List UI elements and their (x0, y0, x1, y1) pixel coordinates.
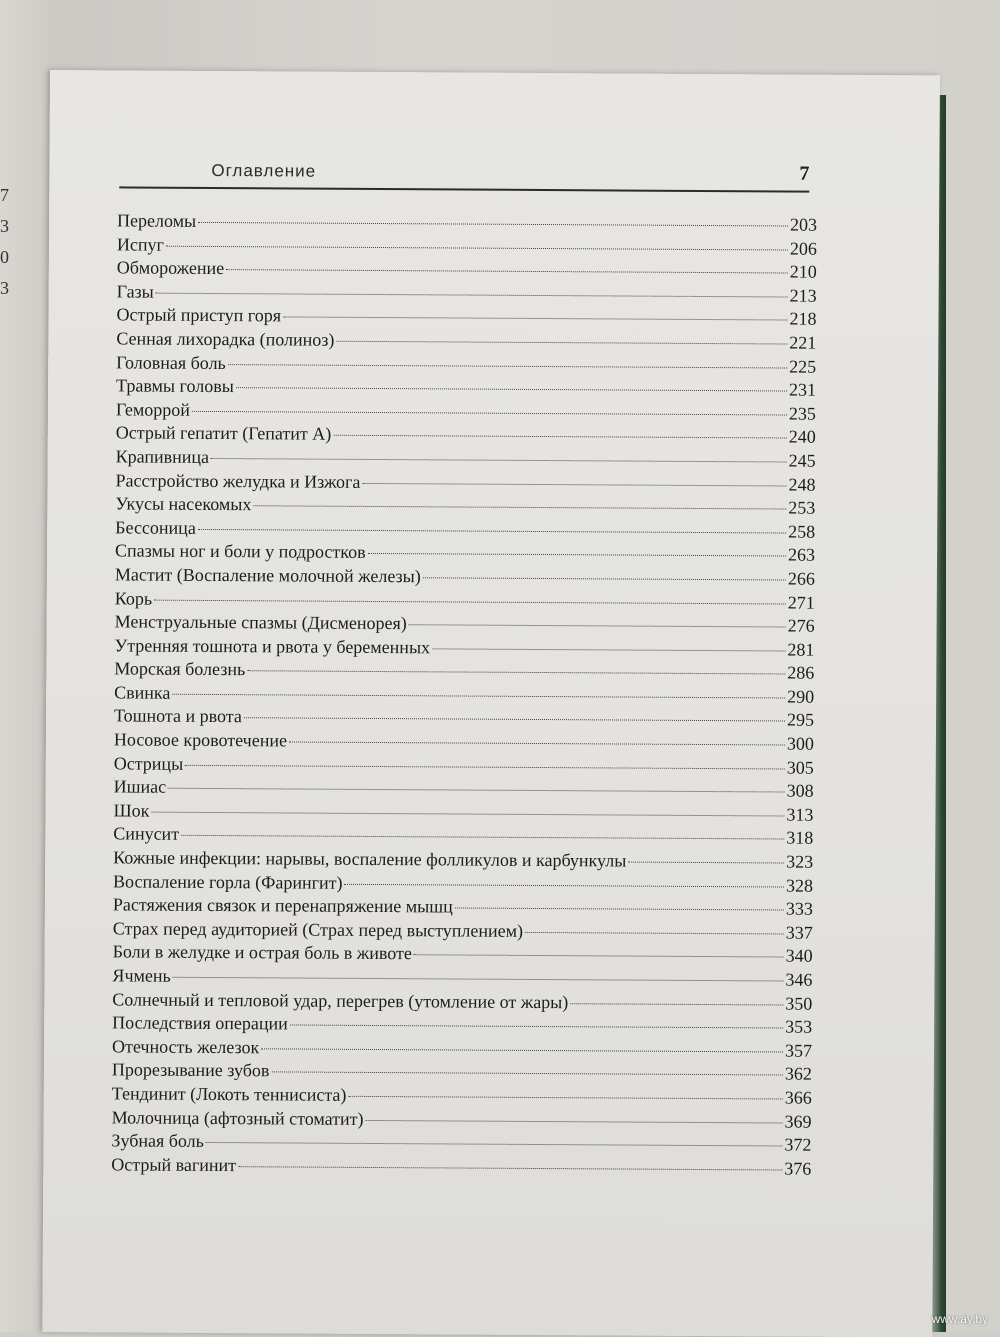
toc-entry-title: Обморожение (116, 257, 225, 279)
toc-entry-page: 231 (788, 379, 817, 400)
toc-entry-page: 305 (786, 757, 814, 778)
toc-entry-title: Последствия операции (112, 1012, 288, 1034)
toc-entry (111, 1154, 811, 1182)
toc-leader-dots (336, 341, 787, 345)
toc-leader-dots (290, 1025, 783, 1029)
toc-entry-page: 340 (785, 945, 813, 967)
toc-entry-page: 362 (784, 1063, 812, 1085)
toc-entry-title: Ишиас (113, 776, 167, 797)
toc-entry-title: Сенная лихорадка (полиноз) (116, 328, 335, 350)
toc-entry-page: 245 (788, 450, 816, 471)
toc-leader-dots (261, 1048, 783, 1052)
toc-leader-dots (168, 788, 785, 793)
toc-leader-dots (253, 505, 786, 509)
toc-leader-dots (236, 387, 787, 391)
toc-entry-title: Страх перед аудиторией (Страх перед выступлением) (112, 918, 524, 941)
toc-entry-page: 337 (785, 922, 813, 943)
toc-entry-page: 206 (789, 238, 817, 259)
toc-entry-page: 350 (785, 993, 813, 1014)
toc-entry-title: Газы (116, 281, 154, 302)
toc-entry-page: 346 (785, 969, 813, 990)
toc-entry-title: Ячмень (112, 965, 171, 986)
toc-entry-title: Молочница (афтозный стоматит) (111, 1106, 364, 1129)
toc-leader-dots (432, 648, 785, 651)
toc-entry-title: Бессоница (115, 517, 196, 538)
toc-entry-title: Менструальные спазмы (Дисменорея) (114, 611, 407, 634)
facing-page-digits (0, 180, 14, 304)
toc-entry-page: 300 (786, 733, 814, 754)
toc-entry-page: 266 (787, 568, 815, 589)
toc-leader-dots (198, 529, 786, 534)
toc-leader-dots (238, 1166, 782, 1170)
toc-entry-page: 353 (785, 1016, 813, 1037)
header-rule (119, 186, 809, 192)
toc-entry-page: 286 (787, 662, 815, 683)
toc-entry-page: 253 (788, 497, 816, 518)
toc-entry-title: Зубная боль (111, 1130, 204, 1152)
toc-leader-dots (366, 1120, 783, 1124)
toc-entry-title: Травмы головы (116, 375, 234, 397)
toc-entry-title: Укусы насекомых (115, 493, 252, 515)
toc-entry-title: Острый приступ горя (116, 304, 282, 326)
toc-leader-dots (348, 1096, 782, 1100)
toc-entry-page: 263 (787, 544, 816, 565)
toc-entry-title: Воспаление горла (Фарингит) (112, 871, 343, 893)
toc-entry-page: 295 (786, 709, 815, 731)
toc-leader-dots (271, 1072, 782, 1076)
toc-leader-dots (154, 599, 786, 604)
toc-entry-page: 369 (784, 1111, 812, 1132)
toc-entry-title: Мастит (Воспаление молочной железы) (114, 564, 421, 587)
toc-entry-page: 276 (787, 615, 815, 636)
toc-leader-dots (181, 835, 784, 840)
table-of-contents (111, 210, 817, 1182)
toc-entry-title: Спазмы ног и боли у подростков (115, 540, 366, 563)
toc-leader-dots (344, 883, 784, 887)
toc-leader-dots (151, 811, 784, 816)
toc-leader-dots (455, 908, 784, 911)
toc-leader-dots (362, 482, 786, 486)
toc-entry-page: 210 (789, 261, 817, 282)
toc-leader-dots (423, 577, 786, 580)
toc-entry-page: 271 (787, 592, 815, 613)
toc-entry-page: 213 (789, 285, 817, 306)
toc-entry-title: Тошнота и рвота (113, 705, 242, 727)
toc-leader-dots (226, 269, 788, 273)
toc-leader-dots (628, 862, 784, 864)
toc-entry-title: Тендинит (Локоть теннисиста) (111, 1083, 347, 1105)
toc-entry-page: 323 (786, 851, 814, 872)
toc-entry-title: Боли в желудке и острая боль в животе (112, 941, 412, 964)
toc-leader-dots (228, 364, 787, 368)
toc-entry-page: 366 (784, 1087, 812, 1108)
facing-page-digit: 0 (0, 247, 9, 267)
toc-entry-title: Головная боль (116, 351, 226, 373)
toc-entry-title: Солнечный и тепловой удар, перегрев (утомление от жары) (112, 988, 569, 1012)
toc-entry-title: Синусит (113, 823, 180, 845)
toc-entry-page: 328 (785, 875, 814, 896)
toc-leader-dots (368, 553, 786, 557)
toc-entry-title: Растяжения связок и перенапряжение мышц (112, 894, 453, 917)
toc-entry-title: Носовое кровотечение (113, 729, 288, 751)
toc-entry-page: 203 (790, 214, 818, 235)
toc-entry-page: 258 (788, 521, 816, 542)
toc-leader-dots (206, 1142, 783, 1147)
page-number: 7 (799, 162, 810, 185)
toc-entry-title: Геморрой (115, 399, 191, 420)
toc-entry-page: 357 (784, 1040, 813, 1061)
toc-entry-title: Кожные инфекции: нарывы, воспаление фолликулов и карбункулы (113, 847, 627, 871)
toc-leader-dots (172, 694, 785, 699)
toc-entry-title: Острый вагинит (111, 1154, 237, 1175)
toc-entry-title: Расстройство желудка и Изжога (115, 469, 361, 492)
toc-entry-title: Прорезывание зубов (111, 1059, 270, 1081)
toc-entry-page: 290 (787, 686, 815, 707)
toc-entry-page: 240 (788, 426, 816, 448)
toc-entry-page: 281 (787, 639, 815, 660)
toc-entry-title: Острый гепатит (Гепатит А) (115, 422, 332, 445)
toc-leader-dots (211, 458, 787, 463)
toc-entry-title: Морская болезнь (114, 658, 246, 680)
toc-entry-page: 225 (789, 356, 817, 377)
toc-entry-page: 376 (784, 1158, 812, 1179)
toc-leader-dots (156, 292, 788, 297)
book-page (42, 70, 940, 1337)
toc-entry-page: 218 (789, 308, 817, 330)
toc-entry-page: 318 (786, 827, 814, 849)
toc-leader-dots (173, 977, 784, 982)
toc-leader-dots (570, 1003, 783, 1005)
toc-entry-title: Свинка (114, 682, 171, 703)
watermark: www.ay.by (931, 1312, 988, 1326)
toc-leader-dots (414, 955, 784, 958)
toc-entry-page: 221 (789, 332, 817, 353)
toc-entry-title: Утренняя тошнота и рвота у беременных (114, 635, 431, 658)
toc-entry-title: Переломы (117, 210, 197, 231)
toc-leader-dots (192, 411, 787, 416)
toc-leader-dots (333, 435, 786, 439)
toc-leader-dots (198, 222, 788, 227)
toc-leader-dots (409, 624, 786, 627)
toc-entry-page: 333 (785, 898, 813, 919)
toc-entry-title: Острицы (113, 753, 184, 774)
toc-entry-page: 235 (788, 403, 816, 424)
page-header (119, 160, 809, 194)
toc-leader-dots (185, 764, 785, 769)
toc-leader-dots (283, 317, 787, 321)
toc-leader-dots (525, 932, 784, 935)
facing-page-digit: 3 (0, 278, 9, 298)
toc-leader-dots (289, 742, 785, 746)
facing-page-digit: 3 (0, 216, 9, 236)
toc-entry-title: Крапивница (115, 446, 210, 467)
toc-entry-title: Отечность железок (111, 1036, 260, 1058)
facing-page-digit: 7 (0, 185, 9, 205)
toc-leader-dots (247, 670, 785, 674)
toc-entry-page: 372 (784, 1134, 812, 1155)
page-title: Оглавление (211, 160, 317, 181)
toc-entry-page: 308 (786, 780, 814, 801)
toc-entry-title: Корь (114, 587, 153, 609)
toc-entry-title: Испуг (116, 234, 165, 255)
toc-leader-dots (166, 245, 788, 250)
toc-entry-title: Шок (113, 800, 150, 821)
toc-entry-page: 248 (788, 474, 816, 495)
toc-entry-page: 313 (786, 804, 814, 825)
toc-leader-dots (244, 718, 785, 722)
